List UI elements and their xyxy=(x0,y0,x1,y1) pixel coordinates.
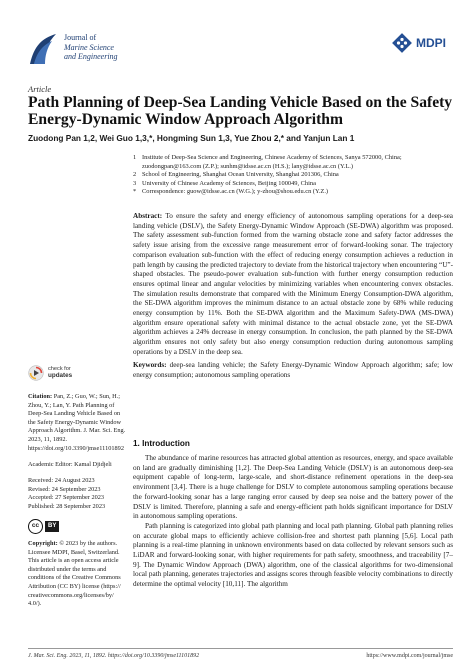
check-for-updates-badge[interactable] xyxy=(28,365,72,381)
mdpi-diamond-icon xyxy=(391,32,413,54)
page-footer xyxy=(28,648,453,659)
citation-label: Citation: xyxy=(28,393,53,400)
affiliation-number: 3 xyxy=(133,179,137,187)
affiliation-item xyxy=(133,171,453,180)
journal-logo-icon xyxy=(28,32,58,66)
abstract-label: Abstract: xyxy=(133,212,163,220)
affiliation-text: University of Chinese Academy of Sciences, Beijing 100049, China xyxy=(142,179,316,187)
check-updates-icon xyxy=(28,365,44,381)
affiliation-item xyxy=(133,180,453,189)
affiliation-number: 2 xyxy=(133,171,137,179)
introduction-body xyxy=(133,454,453,590)
introduction-paragraph: Path planning is categorized into global path planning and local path planning. Global path planning relies on accurate global maps to efficiently achieve collision-free and shortest path planning [5,6]. Local path planning is a real-time planning in unknown environments based on data collected by relevant sensors such as LiDAR and forward-looking sonar, with higher requirements for path safety, smoothness, and traceability [7–9]. The Dynamic Window Approach (DWA) algorithm, one of the classical algorithms for two-dimensional local path planning, generates trajectories and assigns scores through feasible velocity combinations to directly determine the optimal velocity [10,11]. The algorithm xyxy=(133,521,453,589)
affiliation-item xyxy=(133,188,453,197)
journal-name-line2: Marine Science xyxy=(64,42,114,52)
copyright-text: © 2023 by the authors. Licensee MDPI, Basel, Switzerland. This article is an open access article distributed under the terms and conditions of the Creative Commons Attribution (CC BY) license (https:// creativecommons.org/licenses/by/ 4.0/). xyxy=(28,540,121,608)
journal-name xyxy=(64,33,118,62)
affiliation-number: 1 xyxy=(133,154,137,161)
mdpi-wordmark: MDPI xyxy=(416,36,446,50)
cc-by-license-icon[interactable] xyxy=(28,519,128,534)
correspondence-text: Correspondence: guow@idsse.ac.cn (W.G.); y-zhou@shou.edu.cn (Y.Z.) xyxy=(142,188,329,196)
date-received: Received: 24 August 2023 xyxy=(28,477,95,484)
license-block xyxy=(28,519,128,609)
keywords-text: deep-sea landing vehicle; the Safety Energy-Dynamic Window Approach algorithm; safe; low energy consumption; autonomous sampling operations xyxy=(133,361,454,379)
footer-journal-url[interactable]: https://www.mdpi.com/journal/jmse xyxy=(366,653,453,659)
affiliation-text: School of Engineering, Shanghai Ocean University, Shanghai 201306, China xyxy=(142,171,339,179)
check-updates-line2: updates xyxy=(48,372,73,379)
keywords-label: Keywords: xyxy=(133,361,167,369)
affiliation-number: * xyxy=(133,188,137,196)
mdpi-logo[interactable] xyxy=(391,32,446,54)
date-published: Published: 28 September 2023 xyxy=(28,502,106,510)
affiliations xyxy=(133,154,453,197)
copyright-label: Copyright: xyxy=(28,540,58,547)
journal-name-line3: and Engineering xyxy=(64,52,118,61)
affiliation-item xyxy=(133,154,453,171)
keywords xyxy=(133,361,453,380)
citation-text: Pan, Z.; Guo, W.; Sun, H.; Zhou, Y.; Lan, Y. Path Planning of Deep-Sea Landing Vehicle Based on the Safety Energy-Dynamic Window Approach Algorithm. J. Mar. Sci. Eng. 2023, 11, 1892. https://doi.org/10.3390/jmse11101892 xyxy=(28,393,126,452)
abstract-text: To ensure the safety and energy efficiency of autonomous sampling operations for a deep-sea landing vehicle (DSLV), the Safety Energy-Dynamic Window Approach (SE-DWA) algorithm was proposed. The safety assessment sub-function formed from the warning obstacle zone and safety factor addresses the safety issue arising from the excessive range measurement error of forward-looking sonar. The trajectory comparison evaluation sub-function with the effect of reducing energy consumption achieves a reduction in path length by causing the predicted trajectory to deviate from the historical trajectory when encountering “U”-shaped obstacles. The pseudo-power evaluation sub-function with further energy consumption reduction ensures optimal linear and angular velocities by minimizing variables when encountering convex obstacles. The simulation results demonstrate that compared with the Minimum Energy Consumption-DWA algorithm, the SE-DWA algorithm improves the minimum distance to an actual obstacle zone by 68% while reducing energy consumption by 11%. Both the SE-DWA algorithm and the Maximum Safety-DWA (MS-DWA) algorithm ensure operational safety with minimal distance to the actual obstacle zone, yet the SE-DWA algorithm achieves a 24% decrease in energy consumption. In conclusion, the path planned by the SE-DWA algorithm ensures not only safety but also energy consumption reduction during autonomous sampling operations by a DSLV in the deep sea. xyxy=(133,212,453,356)
date-accepted: Accepted: 27 September 2023 xyxy=(28,494,105,502)
cc-mark: cc xyxy=(28,519,43,534)
article-type: Article xyxy=(28,84,52,94)
footer-citation[interactable]: J. Mar. Sci. Eng. 2023, 11, 1892. https://doi.org/10.3390/jmse11101892 xyxy=(28,653,200,659)
academic-editor: Academic Editor: Kamal Djidjeli xyxy=(28,461,112,468)
publication-dates xyxy=(28,477,128,511)
check-updates-line1: check for xyxy=(48,366,71,373)
author-list: Zuodong Pan 1,2, Wei Guo 1,3,*, Hongming Sun 1,3, Yue Zhou 2,* and Yanjun Lan 1 xyxy=(28,133,355,143)
citation-block xyxy=(28,393,128,453)
date-revised: Revised: 24 September 2023 xyxy=(28,485,101,493)
page-header xyxy=(28,28,446,72)
journal-name-line1: Journal of xyxy=(64,33,97,42)
section-heading-introduction: 1. Introduction xyxy=(133,439,190,448)
introduction-paragraph: The abundance of marine resources has attracted global attention as resources, energy, and space available on land are gradually diminishing [1,2]. The Deep-Sea Landing Vehicle (DSLV) is an autonomous deep-sea equipment capable of long-term, large-scale, and short-distance refinement operations in the deep-sea environment [3,4]. There is a huge challenge for DSLV to complete autonomous sampling operations because the forward-looking sonar has a large ranging error caused by deep sea noise and the battery power of the DSLV is limited. Therefore, planning a safe and energy-efficient path holds significant importance for DSLV in autonomous sampling operations. xyxy=(133,454,453,521)
page-title: Path Planning of Deep-Sea Landing Vehicle Based on the Safety Energy-Dynamic Window Approach Algorithm xyxy=(28,94,453,128)
abstract xyxy=(133,212,453,358)
affiliation-text: Institute of Deep-Sea Science and Engineering, Chinese Academy of Sciences, Sanya 572000, China; zuodongpan@163.com (Z.P.); sunhm@idsse.ac.cn (H.S.); lany@idsse.ac.cn (Y.L.) xyxy=(142,154,402,170)
cc-by-mark: BY xyxy=(45,521,59,532)
